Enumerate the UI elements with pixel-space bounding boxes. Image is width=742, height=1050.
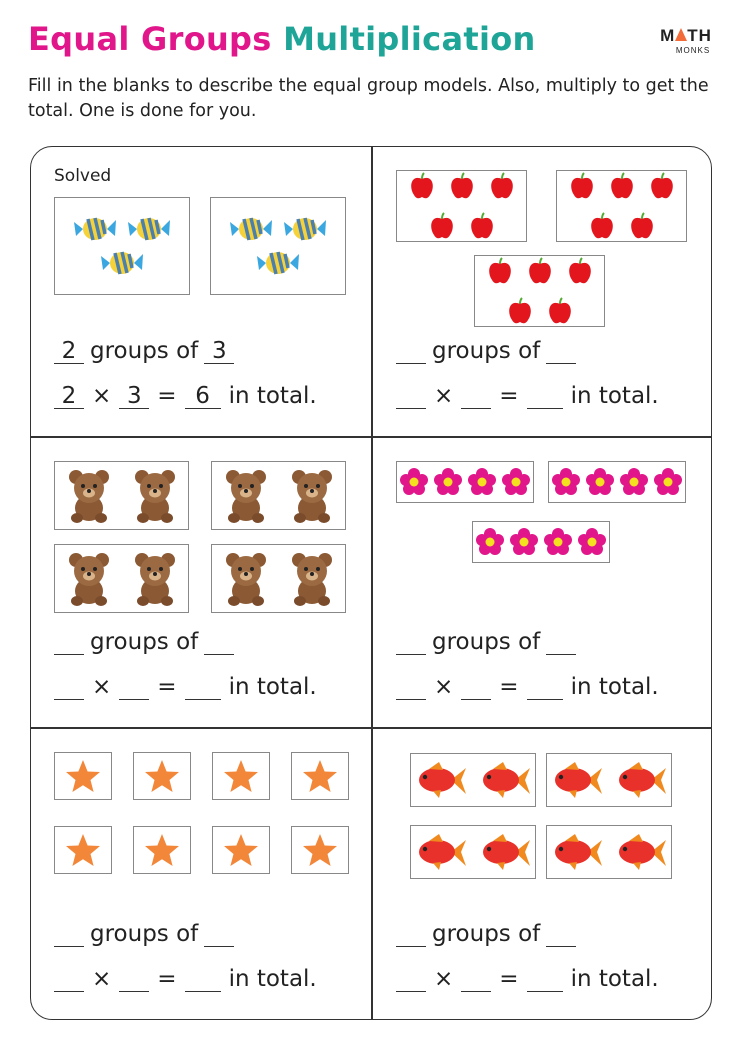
bear-icon <box>224 551 268 607</box>
star-icon <box>144 833 180 867</box>
group-box <box>212 752 270 800</box>
group-box <box>54 544 189 613</box>
fish-icon <box>415 760 467 800</box>
total-blank[interactable] <box>527 967 563 992</box>
flower-icon <box>476 528 504 556</box>
multiplication-sentence <box>54 966 317 992</box>
groups-of-sentence <box>54 629 234 655</box>
groups-of-label: groups of <box>432 338 541 364</box>
star-icon <box>302 759 338 793</box>
bear-icon <box>290 551 334 607</box>
factor-2-blank[interactable] <box>461 967 491 992</box>
in-total-label: in total. <box>570 674 659 700</box>
group-box <box>396 461 534 503</box>
flower-icon <box>654 468 682 496</box>
flower-icon <box>400 468 428 496</box>
bear-icon <box>224 468 268 524</box>
apple-icon <box>629 212 655 240</box>
group-box <box>546 753 672 807</box>
fish-icon <box>551 760 603 800</box>
candy-icon <box>55 248 189 278</box>
in-total-label: in total. <box>228 383 317 409</box>
apple-icon <box>589 212 615 240</box>
star-icon <box>223 833 259 867</box>
number-of-groups-blank[interactable] <box>396 630 426 655</box>
apple-icon <box>489 172 515 200</box>
times-sign: × <box>434 966 454 992</box>
multiplication-sentence <box>396 383 659 409</box>
grid-divider-row1 <box>30 436 712 438</box>
bear-icon <box>133 468 177 524</box>
flower-icon <box>510 528 538 556</box>
group-box <box>54 752 112 800</box>
candy-icon <box>211 248 345 278</box>
apple-icon <box>609 172 635 200</box>
number-of-groups-blank[interactable] <box>54 922 84 947</box>
factor-1-blank[interactable] <box>396 384 426 409</box>
apple-icon <box>567 257 593 285</box>
group-box <box>212 826 270 874</box>
equals-sign: = <box>157 966 177 992</box>
groups-of-label: groups of <box>432 629 541 655</box>
star-icon <box>223 759 259 793</box>
items-per-group-blank[interactable] <box>546 339 576 364</box>
total-blank[interactable] <box>185 967 221 992</box>
apple-icon <box>527 257 553 285</box>
factor-1-blank[interactable]: 2 <box>54 384 84 409</box>
number-of-groups-blank[interactable] <box>396 922 426 947</box>
total-blank[interactable]: 6 <box>185 384 221 409</box>
items-per-group-blank[interactable] <box>546 630 576 655</box>
total-blank[interactable] <box>185 675 221 700</box>
star-icon <box>144 759 180 793</box>
title-part-multiplication: Multiplication <box>283 20 536 58</box>
groups-of-label: groups of <box>90 629 199 655</box>
multiplication-sentence <box>396 966 659 992</box>
fish-icon <box>615 760 667 800</box>
apple-icon <box>649 172 675 200</box>
equals-sign: = <box>499 674 519 700</box>
group-box <box>54 197 190 295</box>
logo-th: TH <box>687 26 712 45</box>
group-box <box>133 752 191 800</box>
group-box <box>474 255 605 327</box>
group-box <box>210 197 346 295</box>
candy-icon <box>283 214 327 244</box>
equals-sign: = <box>499 966 519 992</box>
fish-icon <box>479 760 531 800</box>
number-of-groups-blank[interactable]: 2 <box>54 339 84 364</box>
apple-icon <box>469 212 495 240</box>
group-box <box>211 544 346 613</box>
page-title <box>28 20 536 58</box>
factor-1-blank[interactable] <box>54 675 84 700</box>
apple-icon <box>409 172 435 200</box>
bear-icon <box>67 551 111 607</box>
factor-2-blank[interactable] <box>461 384 491 409</box>
grid-divider-row2 <box>30 727 712 729</box>
total-blank[interactable] <box>527 384 563 409</box>
number-of-groups-blank[interactable] <box>396 339 426 364</box>
group-box <box>472 521 610 563</box>
group-box <box>548 461 686 503</box>
flower-icon <box>552 468 580 496</box>
in-total-label: in total. <box>570 383 659 409</box>
star-icon <box>65 759 101 793</box>
instructions: Fill in the blanks to describe the equal group models. Also, multiply to get the total. One is done for you. <box>28 76 709 121</box>
items-per-group-blank[interactable] <box>204 630 234 655</box>
times-sign: × <box>92 674 112 700</box>
group-box <box>291 826 349 874</box>
candy-icon <box>127 214 171 244</box>
times-sign: × <box>92 383 112 409</box>
apple-icon <box>507 297 533 325</box>
factor-2-blank[interactable] <box>119 675 149 700</box>
in-total-label: in total. <box>570 966 659 992</box>
grid-divider-vertical <box>371 146 373 1020</box>
flower-icon <box>502 468 530 496</box>
bear-icon <box>290 468 334 524</box>
times-sign: × <box>434 674 454 700</box>
flower-icon <box>578 528 606 556</box>
multiplication-sentence <box>396 674 659 700</box>
times-sign: × <box>92 966 112 992</box>
groups-of-label: groups of <box>432 921 541 947</box>
apple-icon <box>569 172 595 200</box>
candy-icon <box>229 214 273 244</box>
apple-icon <box>487 257 513 285</box>
groups-of-label: groups of <box>90 921 199 947</box>
multiplication-sentence <box>54 383 317 409</box>
logo-monks: MONKS <box>675 46 711 55</box>
factor-2-blank[interactable]: 3 <box>119 384 149 409</box>
multiplication-sentence <box>54 674 317 700</box>
equals-sign: = <box>157 383 177 409</box>
candy-icon <box>73 214 117 244</box>
group-box <box>410 753 536 807</box>
group-box <box>396 170 527 242</box>
bear-icon <box>133 551 177 607</box>
title-part-equal-groups: Equal Groups <box>28 20 272 58</box>
group-box <box>556 170 687 242</box>
star-icon <box>302 833 338 867</box>
in-total-label: in total. <box>228 674 317 700</box>
flower-icon <box>468 468 496 496</box>
fish-icon <box>551 832 603 872</box>
flower-icon <box>620 468 648 496</box>
flower-icon <box>434 468 462 496</box>
apple-icon <box>429 212 455 240</box>
group-box <box>54 826 112 874</box>
groups-of-sentence <box>396 921 576 947</box>
items-per-group-blank[interactable]: 3 <box>204 339 234 364</box>
factor-1-blank[interactable] <box>396 967 426 992</box>
fish-icon <box>479 832 531 872</box>
groups-of-sentence <box>396 338 576 364</box>
logo-m: M <box>660 26 676 45</box>
flower-icon <box>586 468 614 496</box>
fish-icon <box>415 832 467 872</box>
factor-1-blank[interactable] <box>54 967 84 992</box>
group-box <box>410 825 536 879</box>
solved-label: Solved <box>54 166 112 186</box>
flower-icon <box>544 528 572 556</box>
factor-2-blank[interactable] <box>461 675 491 700</box>
times-sign: × <box>434 383 454 409</box>
groups-of-sentence <box>396 629 576 655</box>
groups-of-label: groups of <box>90 338 199 364</box>
groups-of-sentence <box>54 338 234 364</box>
apple-icon <box>547 297 573 325</box>
total-blank[interactable] <box>527 675 563 700</box>
group-box <box>133 826 191 874</box>
items-per-group-blank[interactable] <box>204 922 234 947</box>
in-total-label: in total. <box>228 966 317 992</box>
math-monks-logo <box>656 26 716 55</box>
number-of-groups-blank[interactable] <box>54 630 84 655</box>
star-icon <box>65 833 101 867</box>
factor-2-blank[interactable] <box>119 967 149 992</box>
group-box <box>211 461 346 530</box>
items-per-group-blank[interactable] <box>546 922 576 947</box>
groups-of-sentence <box>54 921 234 947</box>
bear-icon <box>67 468 111 524</box>
equals-sign: = <box>499 383 519 409</box>
equals-sign: = <box>157 674 177 700</box>
apple-icon <box>449 172 475 200</box>
group-box <box>291 752 349 800</box>
logo-triangle-icon <box>675 28 687 41</box>
fish-icon <box>615 832 667 872</box>
group-box <box>54 461 189 530</box>
factor-1-blank[interactable] <box>396 675 426 700</box>
group-box <box>546 825 672 879</box>
